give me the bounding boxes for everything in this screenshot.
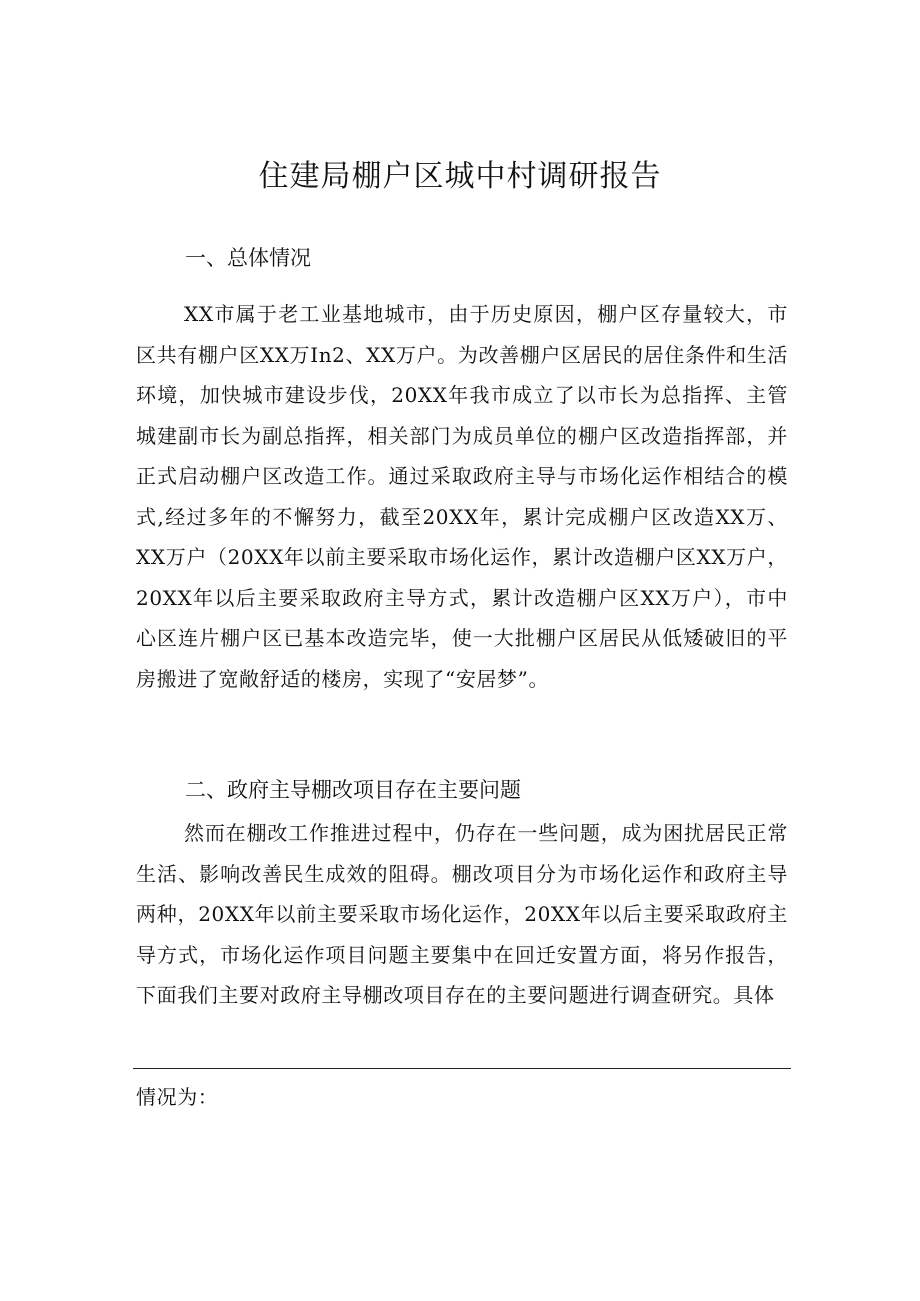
section-heading-overview: 一、总体情况 — [185, 246, 311, 270]
continuation-text: 情况为： — [136, 1085, 219, 1109]
section-body-problems: 然而在棚改工作推进过程中，仍存在一些问题，成为困扰居民正常生活、影响改善民生成效的阻碍。棚改项目分为市场化运作和政府主导两种，20XX年以前主要采取市场化运作，20XX年以后主要采取政府主导方式，市场化运作项目问题主要集中在回迁安置方面，将另作报告，下面我们主要对政府主导棚改项目存在的主要问题进行调查研究。具体 — [136, 821, 788, 1007]
page-break-divider — [133, 1068, 791, 1069]
section-heading-problems: 二、政府主导棚改项目存在主要问题 — [185, 778, 521, 802]
section-body-overview: XX市属于老工业基地城市，由于历史原因，棚户区存量较大，市区共有棚户区XX万In2、XX万户。为改善棚户区居民的居住条件和生活环境，加快城市建设步伐，20XX年我市成立了以市长为总指挥、主管城建副市长为副总指挥，相关部门为成员单位的棚户区改造指挥部，并正式启动棚户区改造工作。通过采取政府主导与市场化运作相结合的模式,经过多年的不懈努力，截至20XX年，累计完成棚户区改造XX万、XX万户（20XX年以前主要采取市场化运作，累计改造棚户区XX万户，20XX年以后主要采取政府主导方式，累计改造棚户区XX万户），市中心区连片棚户区已基本改造完毕，使一大批棚户区居民从低矮破旧的平房搬进了宽敞舒适的楼房，实现了“安居梦”。 — [136, 302, 788, 691]
document-title: 住建局棚户区城中村调研报告 — [258, 159, 662, 194]
